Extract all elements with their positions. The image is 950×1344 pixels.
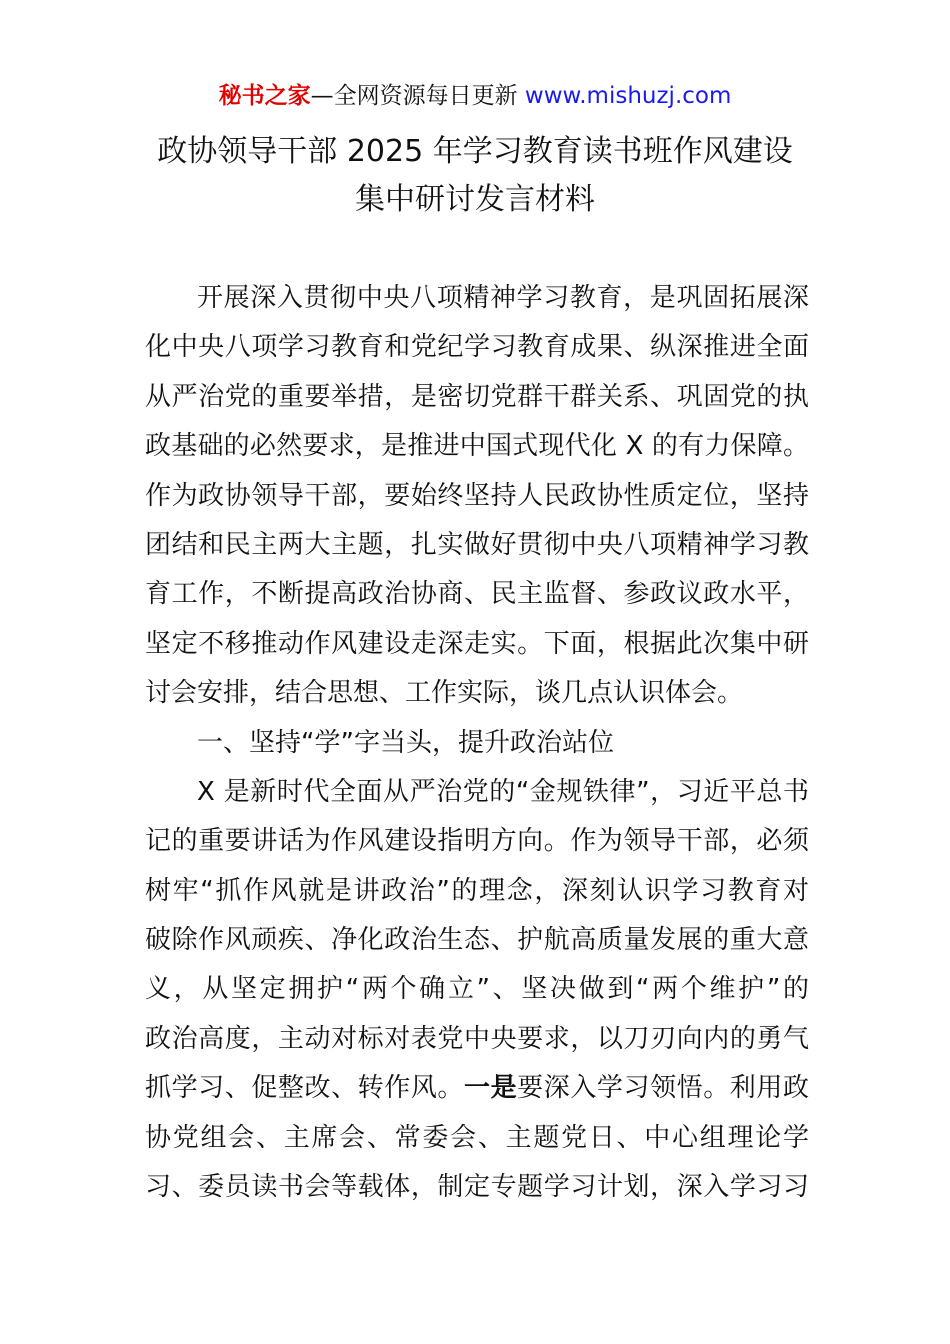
paragraph-line: 讨会安排，结合思想、工作实际，谈几点认识体会。 (145, 678, 744, 709)
paragraph-line: 化中央八项学习教育和党纪学习教育成果、纵深推进全面 (145, 332, 809, 363)
emphasis-first: 一是 (463, 1073, 518, 1104)
paragraph-line: 协党组会、主席会、常委会、主题党日、中心组理论学 (145, 1122, 809, 1153)
paragraph-line: 树牢“抓作风就是讲政治”的理念，深刻认识学习教育对 (145, 875, 809, 906)
paragraph-line-mixed (145, 1064, 809, 1113)
document-title (100, 128, 850, 224)
paragraph-line: 政治高度，主动对标对表党中央要求，以刀刃向内的勇气 (145, 1023, 809, 1054)
brand-name: 秘书之家 (218, 83, 311, 109)
section-heading: 一、坚持“学”字当头，提升政治站位 (197, 727, 614, 758)
paragraph-line: 坚定不移推动作风建设走深走实。下面，根据此次集中研 (145, 628, 809, 659)
site-url-link[interactable]: www.mishuzj.com (524, 83, 732, 109)
paragraph-line: 习、委员读书会等载体，制定专题学习计划，深入学习习 (145, 1172, 809, 1203)
document-body (145, 274, 809, 1212)
paragraph-line: 破除作风顽疾、净化政治生态、护航高质量发展的重大意 (145, 925, 809, 956)
title-line-2: 集中研讨发言材料 (355, 182, 595, 217)
site-header (0, 80, 950, 112)
paragraph-line: 从严治党的重要举措，是密切党群干群关系、巩固党的执 (145, 381, 809, 412)
paragraph-line: 义，从坚定拥护“两个确立”、坚决做到“两个维护”的 (145, 974, 809, 1005)
paragraph-line: 团结和民主两大主题，扎实做好贯彻中央八项精神学习教 (145, 529, 809, 560)
paragraph-line: 记的重要讲话为作风建设指明方向。作为领导干部，必须 (145, 826, 809, 857)
paragraph-line: 育工作，不断提高政治协商、民主监督、参政议政水平， (145, 579, 809, 610)
line-17-suffix: 要深入学习领悟。利用政 (517, 1073, 809, 1104)
paragraph-line: X 是新时代全面从严治党的“金规铁律”，习近平总书 (197, 776, 809, 807)
title-line-1: 政协领导干部 2025 年学习教育读书班作风建设 (157, 134, 793, 169)
paragraph-line: 开展深入贯彻中央八项精神学习教育，是巩固拓展深 (197, 283, 809, 313)
line-17-prefix: 抓学习、促整改、转作风。 (145, 1073, 464, 1104)
paragraph-line: 政基础的必然要求，是推进中国式现代化 X 的有力保障。 (145, 431, 809, 462)
header-tagline: —全网资源每日更新 (310, 83, 525, 109)
paragraph-line: 作为政协领导干部，要始终坚持人民政协性质定位，坚持 (145, 480, 809, 511)
